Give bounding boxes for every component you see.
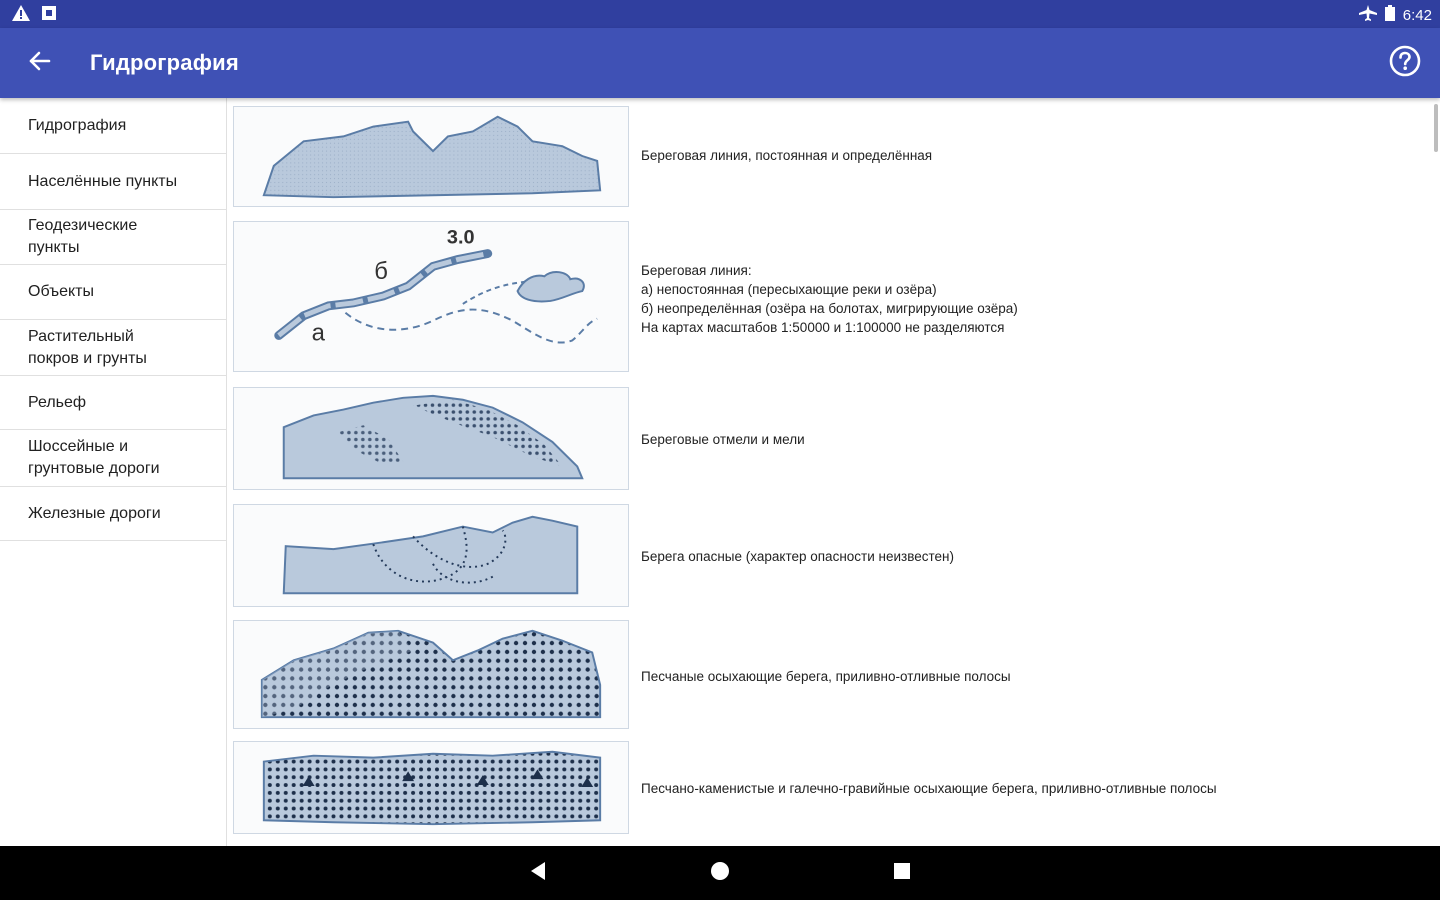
status-time: 6:42 [1402,6,1432,24]
symbol-description: Песчаные осыхающие берега, приливно-отливные полосы [641,669,1011,684]
back-button[interactable] [22,45,58,81]
home-circle-icon [710,861,730,886]
nav-back-button[interactable] [526,861,550,885]
symbol-image-sandy-drying-shores [233,620,629,729]
nav-home-button[interactable] [708,861,732,885]
list-item[interactable] [228,620,1428,730]
warning-icon [12,5,30,26]
help-button[interactable] [1388,46,1422,80]
symbol-image-stony-drying-shores [233,741,629,834]
nav-recents-button[interactable] [890,861,914,885]
help-circle-icon [1389,45,1421,82]
sidebar-item-label: Гидрография [28,116,127,134]
sidebar-item-label: Рельеф [28,393,87,411]
app-bar [0,28,1440,98]
image-label-b: б [374,258,388,286]
symbol-image-coastline-variable [233,221,629,372]
symbol-description: Береговая линия: а) непостоянная (пересыхающие реки и озёра) б) неопределённая (озёра на болотах, мигрирующие озёра) На картах масштабов 1:50000 и 1:100000 не разделяются [641,263,1018,335]
sidebar-item-railways[interactable] [0,487,226,541]
list-item[interactable] [228,106,1428,208]
symbol-description: Береговые отмели и мели [641,432,805,447]
sidebar-item-relief[interactable] [0,376,226,430]
sidebar-item-highways[interactable] [0,430,226,487]
sidebar [0,98,227,846]
image-label-a: а [311,319,325,347]
page-title: Гидрография [90,50,239,75]
symbol-image-shoals [233,387,629,490]
sidebar-item-label: Объекты [28,283,94,300]
navigation-bar [0,846,1440,900]
list-item[interactable] [228,741,1428,835]
symbol-description: Береговая линия, постоянная и определённая [641,148,933,163]
notification-square-icon [42,6,56,25]
sidebar-item-objects[interactable] [0,265,226,320]
list-item[interactable] [228,221,1428,373]
sidebar-item-label: Железные дороги [28,504,161,522]
sidebar-item-geodetic-points[interactable] [0,210,226,265]
sidebar-item-label: Шоссейные и грунтовые дороги [28,438,160,477]
battery-icon [1385,5,1395,25]
recents-square-icon [893,862,911,885]
back-triangle-icon [529,861,547,886]
sidebar-item-hydrography[interactable] [0,98,226,154]
symbols-list [228,98,1440,846]
airplane-icon [1359,5,1377,25]
symbol-description: Песчано-каменистые и галечно-гравийные осыхающие берега, приливно-отливные полосы [641,781,1217,796]
list-item[interactable] [228,504,1428,608]
sidebar-item-settlements[interactable] [0,154,226,210]
sidebar-item-label: Геодезические пункты [28,217,138,256]
scrollbar[interactable] [1434,104,1438,152]
sidebar-item-vegetation[interactable] [0,320,226,376]
image-label-depth: 3.0 [446,226,475,249]
symbol-image-dangerous-shores [233,504,629,607]
sidebar-item-label: Населённые пункты [28,172,178,190]
sidebar-item-label: Растительный покров и грунты [28,327,147,367]
symbol-description: Берега опасные (характер опасности неизвестен) [641,549,954,564]
arrow-left-icon [29,51,51,76]
list-item[interactable] [228,387,1428,491]
status-bar [0,0,1440,28]
symbol-image-coastline-permanent [233,106,629,207]
